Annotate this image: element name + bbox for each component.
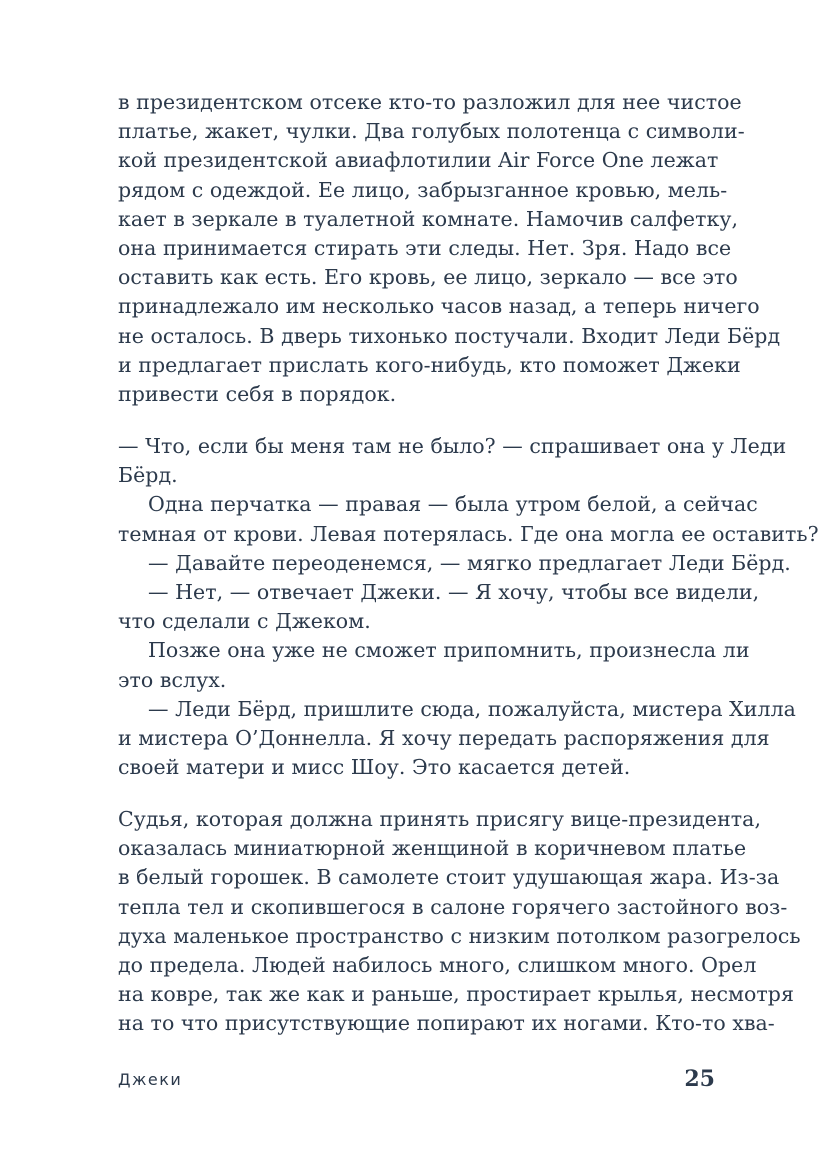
text-line: — Давайте переоденемся, — мягко предлагает Леди Бёрд. xyxy=(148,550,791,575)
text-line: в белый горошек. В самолете стоит удушающая жара. Из-за xyxy=(118,865,780,890)
text-line: принадлежало им несколько часов назад, а теперь ничего xyxy=(118,294,760,319)
text-line: оказалась миниатюрной женщиной в коричневом платье xyxy=(118,836,747,861)
paragraph-3 xyxy=(118,805,801,1039)
text-line: платье, жакет, чулки. Два голубых полотенца с символи- xyxy=(118,119,745,144)
text-line: духа маленькое пространство с низким потолком разогрелось xyxy=(118,923,801,948)
text-line: Судья, которая должна принять присягу вице-президента, xyxy=(118,807,762,831)
text-line: — Что, если бы меня там не было? — спрашивает она у Леди xyxy=(118,434,787,458)
text-line: и предлагает прислать кого-нибудь, кто поможет Джеки xyxy=(118,352,741,377)
text-line: оставить как есть. Его кровь, ее лицо, зеркало — все это xyxy=(118,265,738,290)
text-line: своей матери и мисс Шоу. Это касается детей. xyxy=(118,755,631,780)
text-line: рядом с одеждой. Ее лицо, забрызганное кровью, мель- xyxy=(118,177,728,202)
paragraph-1 xyxy=(118,88,781,409)
page-number: 25 xyxy=(684,1066,715,1092)
dialogue-section xyxy=(118,432,819,782)
text-line: в президентском отсеке кто-то разложил для нее чистое xyxy=(118,90,742,114)
text-line: темная от крови. Левая потерялась. Где она могла ее оставить? xyxy=(118,521,819,546)
text-line: привести себя в порядок. xyxy=(118,381,397,406)
text-line: и мистера О’Доннелла. Я хочу передать распоряжения для xyxy=(118,725,770,750)
text-line: Одна перчатка — правая — была утром белой, а сейчас xyxy=(148,492,758,517)
text-line: тепла тел и скопившегося в салоне горячего застойного воз- xyxy=(118,894,788,919)
text-line: на ковре, так же как и раньше, простирает крылья, несмотря xyxy=(118,982,794,1007)
running-title: Джеки xyxy=(118,1070,183,1089)
text-line: это вслух. xyxy=(118,667,227,692)
text-line: она принимается стирать эти следы. Нет. Зря. Надо все xyxy=(118,235,732,260)
text-line: на то что присутствующие попирают их ногами. Кто-то хва- xyxy=(118,1011,775,1036)
text-line: — Леди Бёрд, пришлите сюда, пожалуйста, мистера Хилла xyxy=(148,696,796,721)
text-line: не осталось. В дверь тихонько постучали. Входит Леди Бёрд xyxy=(118,323,781,348)
text-line: — Нет, — отвечает Джеки. — Я хочу, чтобы все видели, xyxy=(148,579,760,604)
text-line: кой президентской авиафлотилии Air Force One лежат xyxy=(118,148,719,173)
page-footer xyxy=(118,1068,715,1098)
text-line: Позже она уже не сможет припомнить, произнесла ли xyxy=(148,638,750,663)
text-line: Бёрд. xyxy=(118,463,178,488)
text-line: что сделали с Джеком. xyxy=(118,609,371,634)
text-line: кает в зеркале в туалетной комнате. Намочив салфетку, xyxy=(118,206,739,231)
text-line: до предела. Людей набилось много, слишком много. Орел xyxy=(118,952,757,977)
